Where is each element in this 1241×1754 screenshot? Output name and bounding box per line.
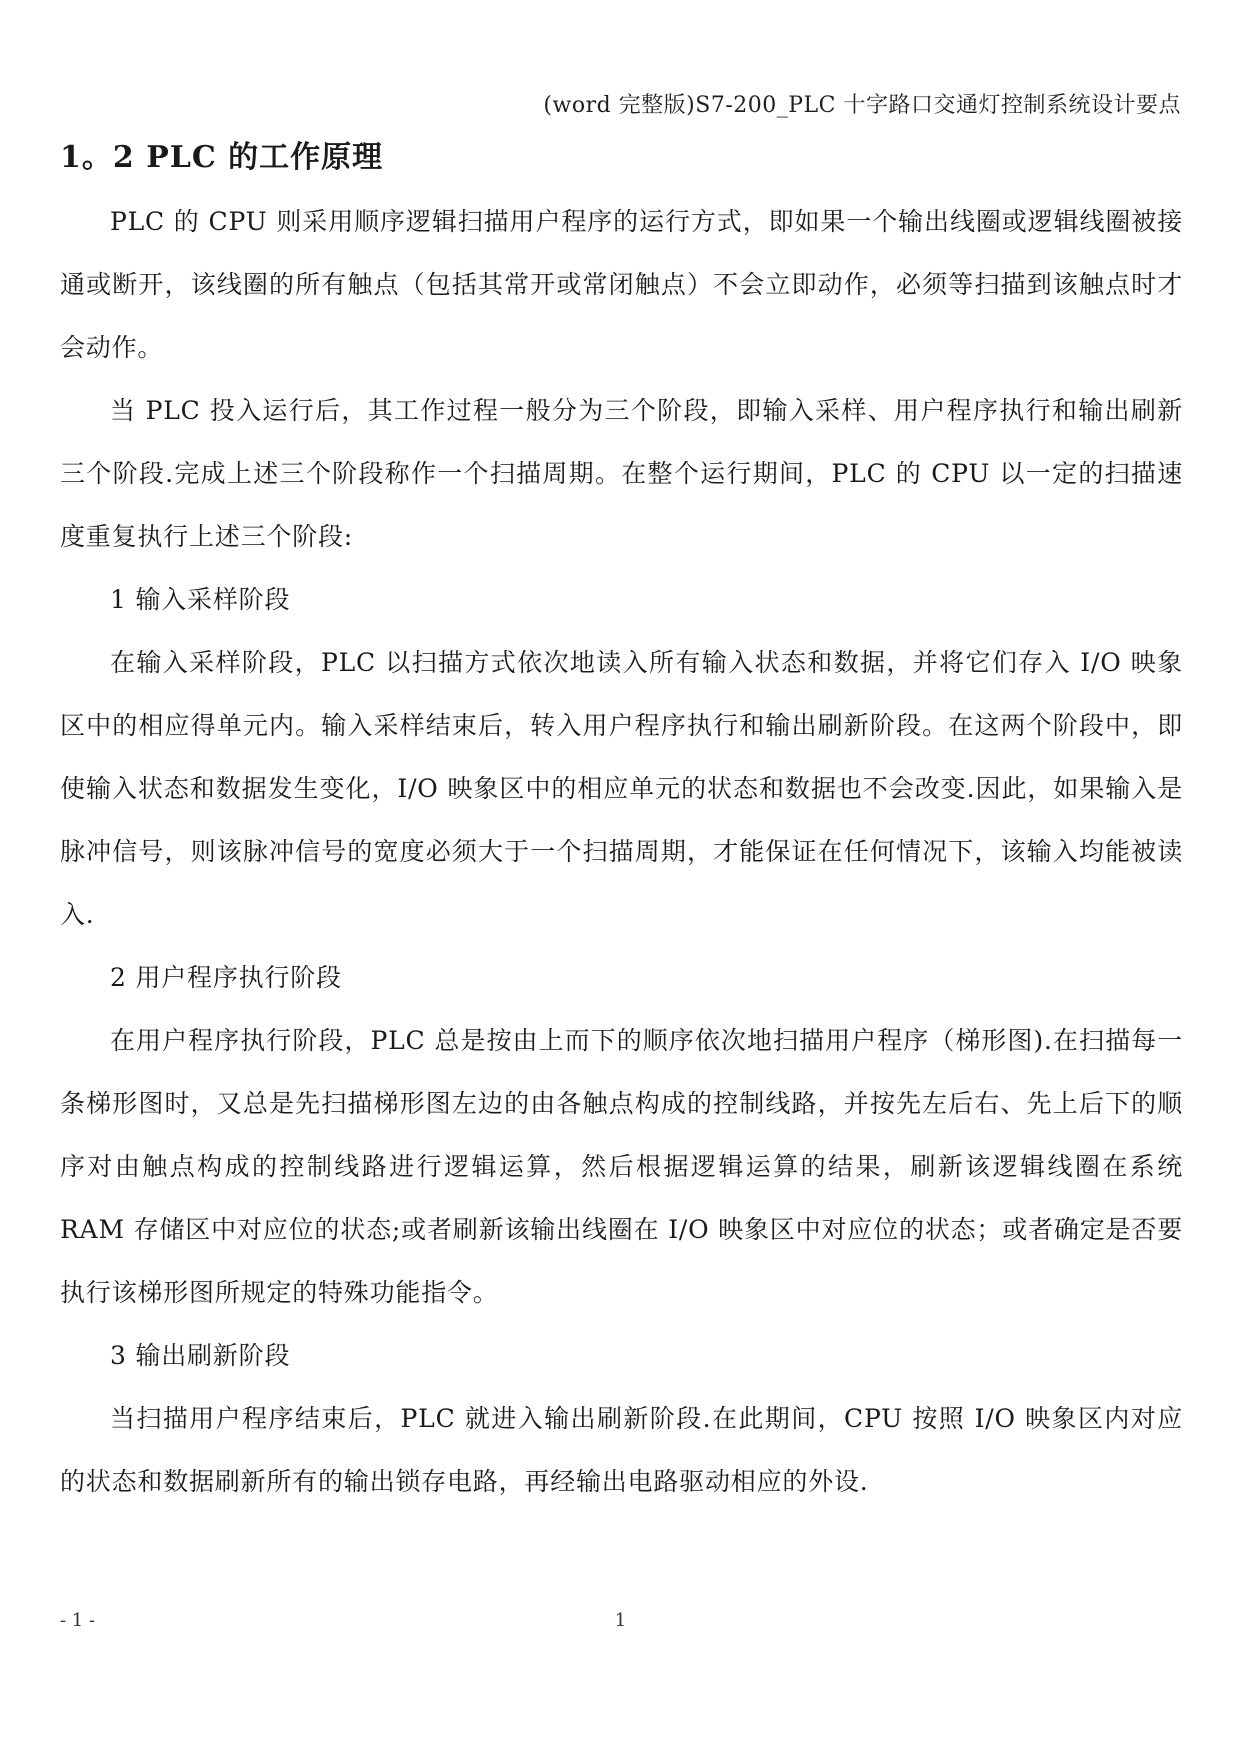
body-content: [60, 190, 1183, 1513]
paragraph-input-sampling: 在输入采样阶段，PLC 以扫描方式依次地读入所有输入状态和数据，并将它们存入 I/O 映象区中的相应得单元内。输入采样结束后，转入用户程序执行和输出刷新阶段。在这两个阶段中，即使输入状态和数据发生变化，I/O 映象区中的相应单元的状态和数据也不会改变.因此，如果输入是脉冲信号，则该脉冲信号的宽度必须大于一个扫描周期，才能保证在任何情况下，该输入均能被读入.: [60, 648, 1183, 929]
subheading-program-execution: 2 用户程序执行阶段: [110, 963, 342, 992]
paragraph-three-stages: 当 PLC 投入运行后，其工作过程一般分为三个阶段，即输入采样、用户程序执行和输出刷新三个阶段.完成上述三个阶段称作一个扫描周期。在整个运行期间，PLC 的 CPU 以一定的扫描速度重复执行上述三个阶段:: [60, 396, 1183, 551]
subheading-output-refresh: 3 输出刷新阶段: [110, 1341, 291, 1370]
running-header: (word 完整版)S7-200_PLC 十字路口交通灯控制系统设计要点: [543, 93, 1181, 118]
paragraph-cpu-scan: PLC 的 CPU 则采用顺序逻辑扫描用户程序的运行方式，即如果一个输出线圈或逻辑线圈被接通或断开，该线圈的所有触点（包括其常开或常闭触点）不会立即动作，必须等扫描到该触点时才会动作。: [60, 207, 1183, 362]
section-heading: 1。2 PLC 的工作原理: [60, 140, 384, 175]
paragraph-program-execution: 在用户程序执行阶段，PLC 总是按由上而下的顺序依次地扫描用户程序（梯形图).在扫描每一条梯形图时，又总是先扫描梯形图左边的由各触点构成的控制线路，并按先左后右、先上后下的顺序对由触点构成的控制线路进行逻辑运算，然后根据逻辑运算的结果，刷新该逻辑线圈在系统 RAM 存储区中对应位的状态;或者刷新该输出线圈在 I/O 映象区中对应位的状态；或者确定是否要执行该梯形图所规定的特殊功能指令。: [60, 1026, 1183, 1307]
subheading-input-sampling: 1 输入采样阶段: [110, 585, 291, 614]
footer-page-number: 1: [614, 1610, 627, 1631]
paragraph-output-refresh: 当扫描用户程序结束后，PLC 就进入输出刷新阶段.在此期间，CPU 按照 I/O 映象区内对应的状态和数据刷新所有的输出锁存电路，再经输出电路驱动相应的外设.: [60, 1404, 1183, 1496]
footer-page-label: - 1 -: [60, 1610, 96, 1631]
